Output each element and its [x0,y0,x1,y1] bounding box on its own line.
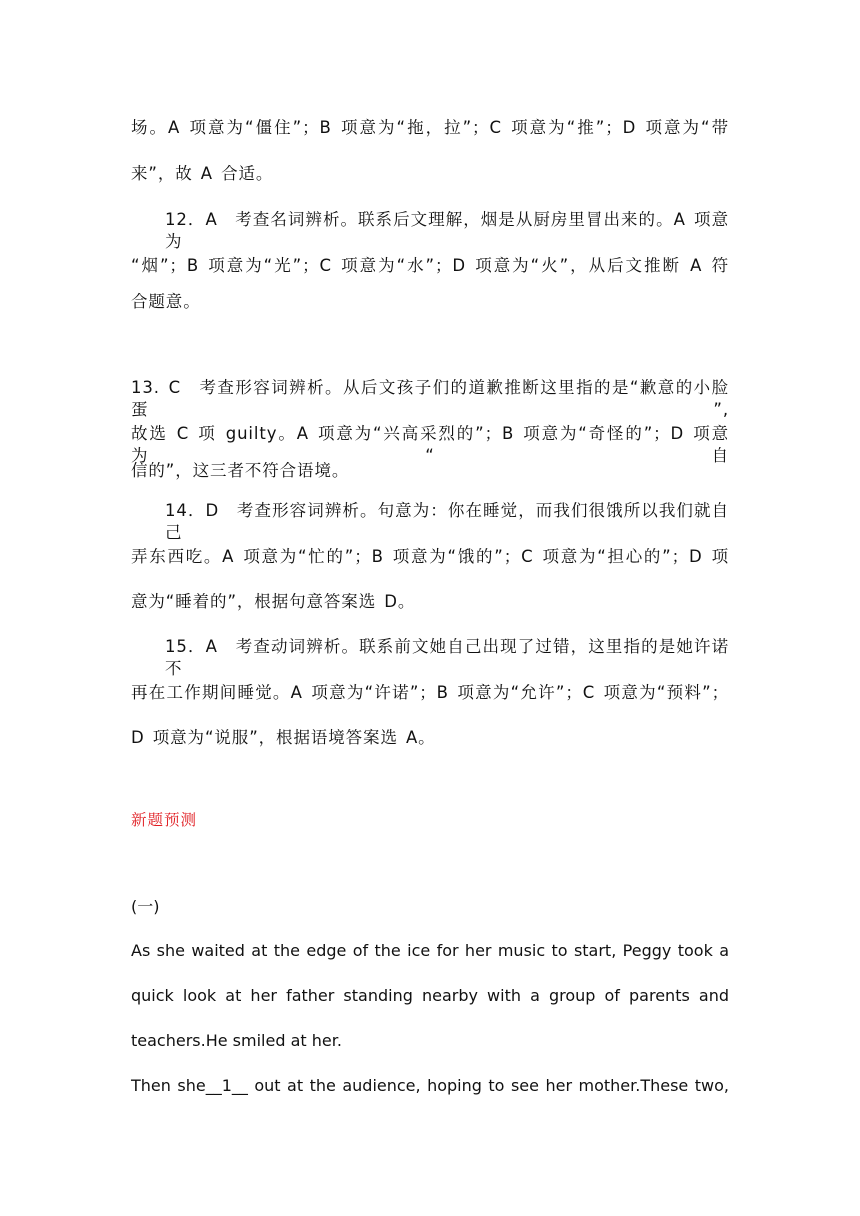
answer-13-line-3: 信的”，这三者不符合语境。 [131,461,350,480]
answer-13-line-1: 13. C 考查形容词辨析。从后文孩子们的道歉推断这里指的是“歉意的小脸蛋”, [131,378,729,419]
answer-12-line-2: “烟”；B 项意为“光”；C 项意为“水”；D 项意为“火”，从后文推断 A 符 [131,256,729,275]
passage-label: (一) [131,897,160,916]
passage-line: Then she__1__ out at the audience, hoping to see her mother.These two, [131,1076,729,1095]
answer-11-cont-line-1: 场。A 项意为“僵住”；B 项意为“拖，拉”；C 项意为“推”；D 项意为“带 [131,118,729,137]
passage-line: teachers.He smiled at her. [131,1031,342,1050]
answer-14-line-3: 意为“睡着的”，根据句意答案选 D。 [131,592,416,611]
passage-line: quick look at her father standing nearby with a group of parents and [131,986,729,1005]
answer-15-line-3: D 项意为“说服”，根据语境答案选 A。 [131,728,436,747]
section-heading: 新题预测 [131,811,198,829]
answer-14-line-1: 14．D 考查形容词辨析。句意为：你在睡觉，而我们很饿所以我们就自己 [165,501,729,542]
answer-15-line-2: 再在工作期间睡觉。A 项意为“许诺”；B 项意为“允许”；C 项意为“预料”； [131,683,729,702]
answer-13-line-2: 故选 C 项 guilty。A 项意为“兴高采烈的”；B 项意为“奇怪的”；D 项意为“自 [131,424,729,465]
answer-12-line-1: 12．A 考查名词辨析。联系后文理解，烟是从厨房里冒出来的。A 项意为 [165,210,729,251]
answer-12-line-3: 合题意。 [131,292,201,311]
answer-15-line-1: 15．A 考查动词辨析。联系前文她自己出现了过错，这里指的是她许诺不 [165,637,729,678]
answer-11-cont-line-2: 来”，故 A 合适。 [131,164,274,183]
passage-line: As she waited at the edge of the ice for her music to start, Peggy took a [131,941,729,960]
answer-14-line-2: 弄东西吃。A 项意为“忙的”；B 项意为“饿的”；C 项意为“担心的”；D 项 [131,547,729,566]
